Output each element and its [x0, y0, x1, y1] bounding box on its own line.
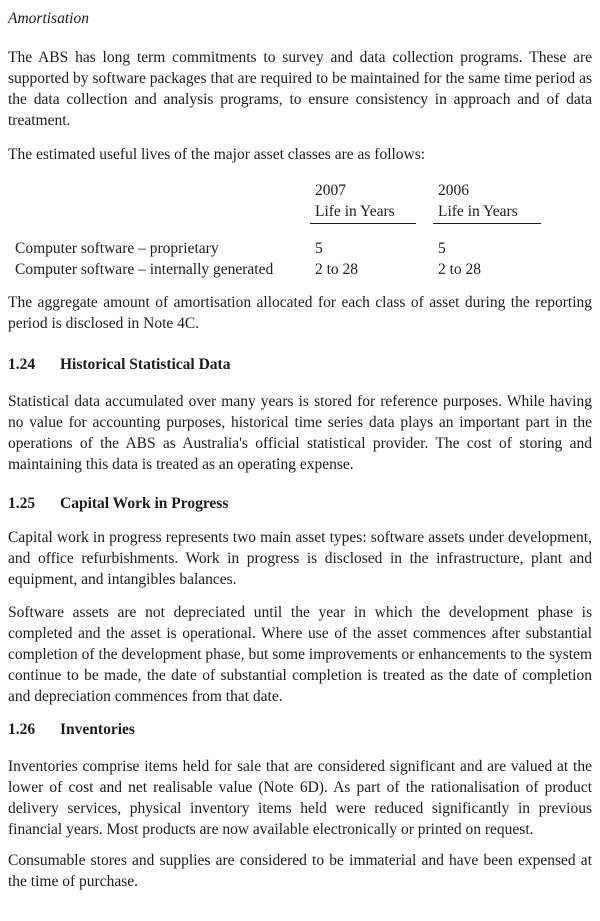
table-row	[8, 238, 592, 259]
table-cell-2007: 2 to 28	[315, 261, 359, 278]
section-heading-1-26	[8, 719, 592, 740]
table-header-col-2006	[438, 180, 592, 224]
table-header-sub-2007: Life in Years	[315, 203, 395, 220]
paragraph-historical-data: Statistical data accumulated over many years is stored for reference purposes. While having no value for accounting purposes, historical time series data plays an important part in the operations of the ABS as Australia's official statistical provider. The cost of storing and maintaining this data is treated as an operating expense.	[8, 393, 592, 473]
table-header-row	[8, 180, 592, 224]
useful-lives-table	[8, 180, 592, 280]
table-row-label: Computer software – proprietary	[15, 240, 219, 257]
table-cell-2006: 5	[438, 240, 446, 257]
table-header-col-2007	[315, 180, 438, 224]
paragraph-abs-commitments: The ABS has long term commitments to survey and data collection programs. These are supported by software packages that are required to be maintained for the same time period as the data collection and analysis programs, to ensure consistency in approach and of data treatment.	[8, 49, 592, 129]
paragraph-inventories-1: Inventories comprise items held for sale that are considered significant and are valued at the lower of cost and net realisable value (Note 6D). As part of the rationalisation of product delivery services, physical inventory items held were reduced significantly in previous financial years. Most products are now available electronically or printed on request.	[8, 758, 592, 838]
table-header-spacer	[8, 180, 315, 224]
section-title: Capital Work in Progress	[60, 495, 229, 512]
subheading-amortisation: Amortisation	[8, 10, 89, 27]
section-heading-1-24	[8, 354, 592, 375]
paragraph-aggregate-amortisation: The aggregate amount of amortisation allocated for each class of asset during the reporting period is disclosed in Note 4C.	[8, 294, 592, 332]
table-row	[8, 259, 592, 280]
paragraph-useful-lives-intro: The estimated useful lives of the major asset classes are as follows:	[8, 146, 426, 163]
table-header-year-2006: 2006	[438, 182, 469, 199]
section-number: 1.26	[8, 721, 36, 738]
table-header-year-2007: 2007	[315, 182, 346, 199]
section-title: Historical Statistical Data	[60, 356, 231, 373]
paragraph-capital-wip-1: Capital work in progress represents two main asset types: software assets under development, and office refurbishments. Work in progress is disclosed in the infrastructure, plant and equipment, and intangibles balances.	[8, 529, 592, 588]
section-heading-1-25	[8, 493, 592, 514]
section-title: Inventories	[60, 721, 135, 738]
section-number: 1.24	[8, 356, 36, 373]
table-cell-2006: 2 to 28	[438, 261, 482, 278]
paragraph-inventories-2: Consumable stores and supplies are considered to be immaterial and have been expensed at the time of purchase.	[8, 852, 592, 890]
section-number: 1.25	[8, 495, 36, 512]
table-header-sub-2006: Life in Years	[438, 203, 518, 220]
table-cell-2007: 5	[315, 240, 323, 257]
table-row-label: Computer software – internally generated	[15, 261, 274, 278]
paragraph-capital-wip-2: Software assets are not depreciated until the year in which the development phase is completed and the asset is operational. Where use of the asset commences after substantial completion of the development phase, but some improvements or enhancements to the system continue to be made, the date of substantial completion is treated as the date of completion and depreciation commences from that date.	[8, 604, 592, 705]
